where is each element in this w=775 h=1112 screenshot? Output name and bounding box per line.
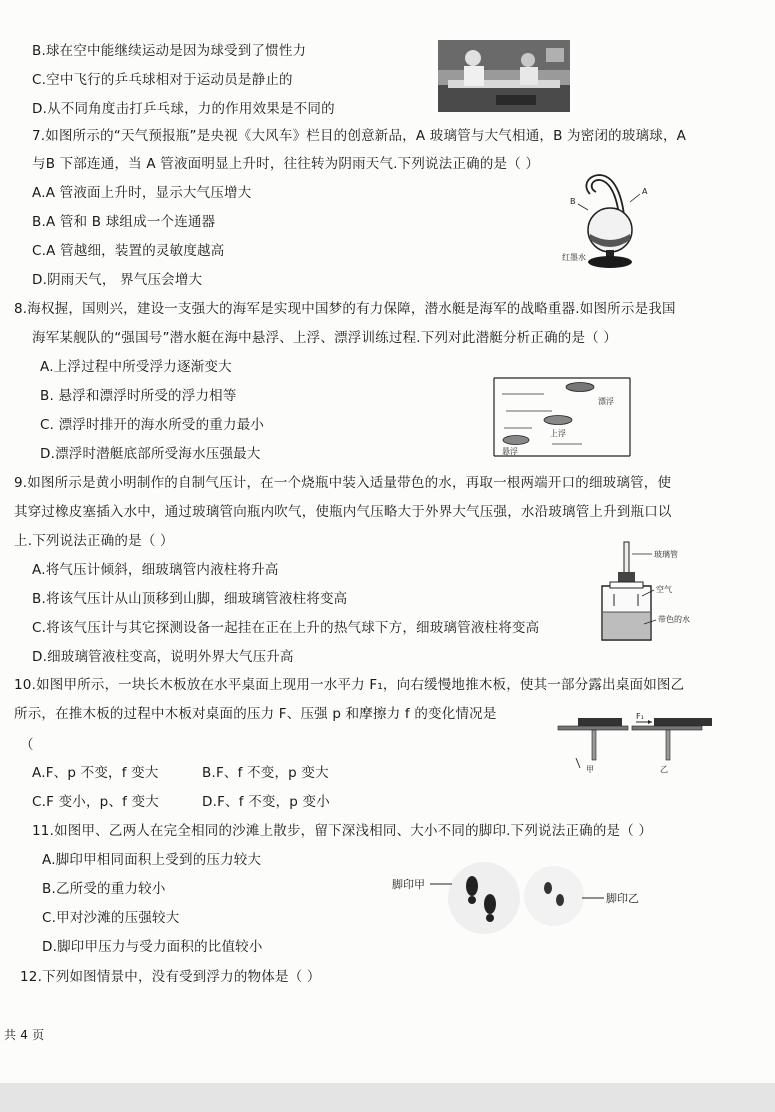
footprints-diagram [392,858,662,940]
label-fig-yi: 乙 [660,765,668,774]
label-suspend: 悬浮 [502,447,518,456]
weather-bottle-diagram [560,172,660,272]
q11-option-a[interactable]: A.脚印甲相同面积上受到的压力较大 [42,852,262,868]
wooden-board-diagram [556,710,716,776]
q10-option-d[interactable]: D.F、f 不变，p 变小 [202,794,330,810]
q11-stem: 11.如图甲、乙两人在完全相同的沙滩上散步，留下深浅相同、大小不同的脚印.下列说法正确的是（ ） [32,823,653,839]
table-tennis-photo [438,40,570,112]
label-footprint-yi: 脚印乙 [606,892,639,905]
q9-option-c[interactable]: C.将该气压计与其它探测设备一起挂在正在上升的热气球下方，细玻璃管液柱将变高 [32,620,540,636]
q7-option-a[interactable]: A.A 管液面上升时，显示大气压增大 [32,185,252,201]
label-colored-water: 带色的水 [658,615,690,624]
page-number: 共 4 页 [4,1028,45,1042]
submarine-diagram [492,374,632,458]
barometer-diagram [582,540,702,648]
q7-option-c[interactable]: C.A 管越细，装置的灵敏度越高 [32,243,225,259]
q8-option-d[interactable]: D.漂浮时潜艇底部所受海水压强最大 [40,446,261,462]
label-fig-jia: 甲 [586,765,594,774]
q9-option-d[interactable]: D.细玻璃管液柱变高，说明外界大气压升高 [32,649,294,665]
q9-option-a[interactable]: A.将气压计倾斜，细玻璃管内液柱将升高 [32,562,279,578]
q9-stem-line2: 其穿过橡皮塞插入水中，通过玻璃管向瓶内吹气，使瓶内气压略大于外界大气压强，水沿玻璃管上升到瓶口以 [14,504,672,520]
q6-option-c[interactable]: C.空中飞行的乒乓球相对于运动员是静止的 [32,72,293,88]
q7-stem-line1: 7.如图所示的“天气预报瓶”是央视《大风车》栏目的创意新品，A 玻璃管与大气相通，B 为密闭的玻璃球，A [32,128,687,144]
label-b: B [570,197,576,206]
q8-stem-line2: 海军某舰队的“强国号”潜水艇在海中悬浮、上浮、漂浮训练过程.下列对此潜艇分析正确的是（ ） [32,330,618,346]
bottom-scroll-area [0,1083,775,1112]
q11-option-b[interactable]: B.乙所受的重力较小 [42,881,166,897]
q10-stem-line3: （ [20,737,34,753]
q10-stem-line1: 10.如图甲所示，一块长木板放在水平桌面上现用一水平力 F₁，向右缓慢地推木板，使其一部分露出桌面如图乙 [14,677,685,693]
q9-stem-line3: 上.下列说法正确的是（ ） [14,533,174,549]
q8-option-c[interactable]: C. 漂浮时排开的海水所受的重力最小 [40,417,265,433]
q8-option-a[interactable]: A.上浮过程中所受浮力逐渐变大 [40,359,232,375]
q6-option-d[interactable]: D.从不同角度击打乒乓球，力的作用效果是不同的 [32,101,335,117]
label-air: 空气 [656,585,672,594]
q7-stem-line2: 与B 下部连通，当 A 管液面明显上升时，往往转为阴雨天气.下列说法正确的是（ ） [32,156,540,172]
label-footprint-jia: 脚印甲 [392,878,425,891]
q10-option-c[interactable]: C.F 变小，p、f 变大 [32,794,159,810]
q10-option-a[interactable]: A.F、p 不变，f 变大 [32,765,159,781]
label-red-water: 红墨水 [562,253,586,262]
q9-option-b[interactable]: B.将该气压计从山顶移到山脚，细玻璃管液柱将变高 [32,591,348,607]
label-rise: 上浮 [550,429,566,438]
label-tube: 玻璃管 [654,550,678,559]
label-force-f1: F₁ [636,712,644,721]
q11-option-c[interactable]: C.甲对沙滩的压强较大 [42,910,180,926]
q9-stem-line1: 9.如图所示是黄小明制作的自制气压计，在一个烧瓶中装入适量带色的水，再取一根两端开口的细玻璃管，使 [14,475,672,491]
q11-option-d[interactable]: D.脚印甲压力与受力面积的比值较小 [42,939,263,955]
q7-option-d[interactable]: D.阴雨天气， 界气压会增大 [32,272,203,288]
q10-option-b[interactable]: B.F、f 不变，p 变大 [202,765,329,781]
q10-stem-line2: 所示，在推木板的过程中木板对桌面的压力 F、压强 p 和摩擦力 f 的变化情况是 [14,706,497,722]
label-a: A [642,187,648,196]
q12-stem: 12.下列如图情景中，没有受到浮力的物体是（ ） [20,969,321,985]
q7-option-b[interactable]: B.A 管和 B 球组成一个连通器 [32,214,216,230]
q8-option-b[interactable]: B. 悬浮和漂浮时所受的浮力相等 [40,388,237,404]
q8-stem-line1: 8.海权握，国则兴，建设一支强大的海军是实现中国梦的有力保障，潜水艇是海军的战略重器.如图所示是我国 [14,301,676,317]
label-float: 漂浮 [598,397,614,406]
q6-option-b[interactable]: B.球在空中能继续运动是因为球受到了惯性力 [32,43,307,59]
